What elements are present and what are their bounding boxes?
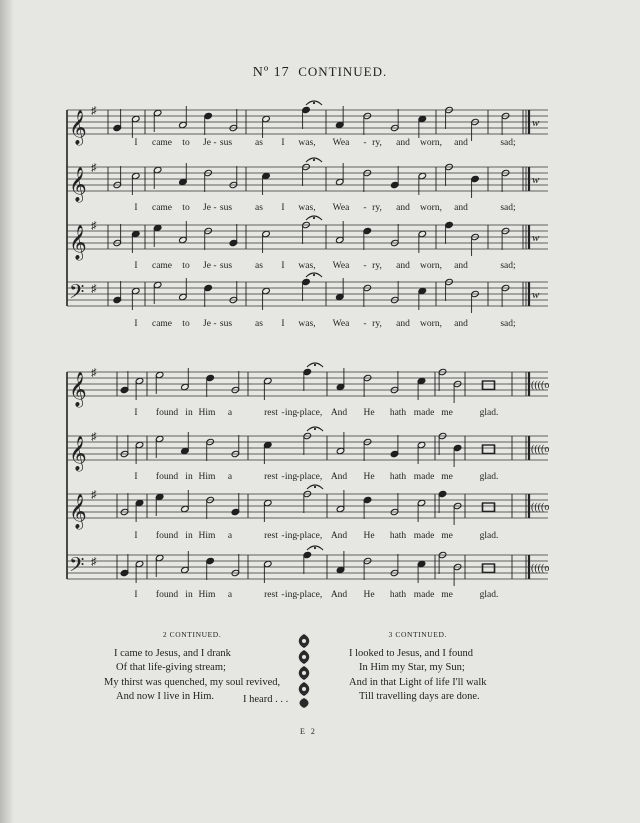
lyric-syllable: I [281,138,285,148]
lyric-line [0,531,640,545]
lyric-syllable: me [441,590,453,600]
lyric-syllable: I [134,319,138,329]
lyric-line [0,590,640,604]
fermata-dot [313,102,315,104]
lyric-syllable: sus [219,261,233,271]
lyric-syllable: as [255,261,263,271]
continuation-mark: w [532,174,540,186]
lyric-syllable: made [413,472,435,482]
key-signature-sharp: ♯ [91,431,97,443]
key-signature-sharp: ♯ [91,489,97,501]
lyric-syllable: - [363,319,367,329]
lyric-syllable: hath [389,590,407,600]
key-signature-sharp: ♯ [91,105,97,117]
verse-3-line-2: In Him my Star, my Sun; [359,662,465,673]
treble-clef: 𝄞 [69,436,87,471]
verse-2-line-4: And now I live in Him. [116,691,214,702]
lyric-syllable: Wea [332,138,350,148]
lyric-syllable: I [281,203,285,213]
lyric-syllable: came [151,261,173,271]
lyric-syllable: came [151,203,173,213]
lyric-syllable: in [185,472,193,482]
lyric-syllable: - [213,261,217,271]
lyric-syllable: sad; [500,203,516,213]
lyric-syllable: place, [299,531,323,541]
verse-3 [349,628,487,705]
final-note [483,503,495,511]
lyric-syllable: sus [219,138,233,148]
lyric-syllable: me [441,472,453,482]
lyric-syllable: I [134,590,138,600]
lyric-syllable: Je [203,261,211,271]
lyric-syllable: Je [203,319,211,329]
verse-3-line-4: Till travelling days are done. [359,691,480,702]
lyric-syllable: as [255,203,263,213]
lyric-syllable: worn, [420,261,442,271]
lyric-syllable: - [281,590,285,600]
final-note [483,564,495,572]
lyric-syllable: place, [299,472,323,482]
lyric-syllable: - [363,203,367,213]
lyric-syllable: And [330,408,348,418]
lyric-syllable: hath [389,472,407,482]
verse-3-line-3: And in that Light of life I'll walk [349,676,487,688]
lyric-syllable: Je [203,203,211,213]
lyric-syllable: place, [299,408,323,418]
key-signature-sharp: ♯ [91,283,97,295]
continuation-mark: w [532,232,540,244]
lyric-syllable: came [151,319,173,329]
lyric-syllable: ing [284,531,298,541]
lyric-syllable: found [155,472,179,482]
lyric-line [0,408,640,422]
lyric-syllable: to [182,138,190,148]
verse-2-line-3: My thirst was quenched, my soul revived, [104,676,281,688]
treble-clef: 𝄞 [69,494,87,529]
lyric-syllable: glad. [479,408,499,418]
lyric-syllable: He [363,472,375,482]
lyric-syllable: in [185,590,193,600]
bass-clef: 𝄢 [69,280,85,308]
lyric-syllable: glad. [479,472,499,482]
lyric-syllable: Wea [332,319,350,329]
lyric-syllable: a [227,590,233,600]
verse-2-line-2: Of that life-giving stream; [116,662,226,673]
lyric-syllable: - [213,319,217,329]
lyric-syllable: Him [198,472,216,482]
lyric-syllable: ry, [372,203,382,213]
lyric-syllable: a [227,408,233,418]
fermata-dot [314,428,316,430]
printer-signature: E 2 [300,727,317,736]
lyric-syllable: and [396,319,410,329]
lyric-syllable: hath [389,408,407,418]
coda-ornament: ((((o [531,563,550,574]
verse-2-line-1: I came to Jesus, and I drank [114,647,231,659]
lyric-syllable: I [281,261,285,271]
lyric-syllable: found [155,590,179,600]
fermata-dot [314,486,316,488]
lyric-syllable: in [185,531,193,541]
lyric-syllable: worn, [420,319,442,329]
final-note [483,445,495,453]
lyric-line [0,138,640,152]
lyric-syllable: rest [264,590,278,600]
lyric-syllable: Je [203,138,211,148]
lyric-syllable: in [185,408,193,418]
lyric-syllable: me [441,531,453,541]
lyric-syllable: And [330,531,348,541]
lyric-syllable: and [454,319,468,329]
key-signature-sharp: ♯ [91,367,97,379]
hymn-number: Nº 17 [252,65,290,80]
lyric-syllable: worn, [420,203,442,213]
fermata-dot [313,217,315,219]
lyric-syllable: sad; [500,138,516,148]
lyric-line [0,261,640,275]
lyric-syllable: I [134,261,138,271]
lyric-syllable: I [134,408,138,418]
lyric-syllable: to [182,319,190,329]
lyric-syllable: Him [198,408,216,418]
lyric-syllable: - [296,531,300,541]
lyric-syllable: made [413,408,435,418]
lyric-syllable: a [227,472,233,482]
lyric-syllable: He [363,531,375,541]
bass-clef: 𝄢 [69,553,85,581]
lyric-syllable: - [213,203,217,213]
lyric-syllable: came [151,138,173,148]
verse-3-line-1: I looked to Jesus, and I found [349,647,473,659]
lyric-syllable: sus [219,319,233,329]
treble-clef: 𝄞 [69,225,87,260]
lyric-syllable: a [227,531,233,541]
lyric-syllable: And [330,590,348,600]
lyric-syllable: I [134,203,138,213]
lyric-syllable: Him [198,531,216,541]
lyric-syllable: I [134,472,138,482]
fermata-dot [314,547,316,549]
lyric-syllable: - [296,472,300,482]
lyric-syllable: ry, [372,319,382,329]
lyric-syllable: - [281,472,285,482]
lyric-syllable: ing [284,590,298,600]
lyric-syllable: I [281,319,285,329]
lyric-syllable: glad. [479,590,499,600]
refrain-cue: I heard . . . [243,694,289,705]
lyric-syllable: to [182,203,190,213]
lyric-syllable: made [413,531,435,541]
lyric-syllable: sad; [500,261,516,271]
key-signature-sharp: ♯ [91,220,97,232]
fermata-dot [314,364,316,366]
lyric-syllable: - [213,138,217,148]
final-note [483,381,495,389]
treble-clef: 𝄞 [69,167,87,202]
lyric-syllable: He [363,590,375,600]
lyric-syllable: and [396,261,410,271]
verse-2-heading: 2 CONTINUED. [162,630,222,639]
lyric-syllable: rest [264,408,278,418]
key-signature-sharp: ♯ [91,162,97,174]
ornament-divider [293,632,315,715]
lyric-syllable: was, [298,319,316,329]
lyric-syllable: sus [219,203,233,213]
lyric-line [0,319,640,333]
lyric-syllable: And [330,472,348,482]
lyric-syllable: place, [299,590,323,600]
lyric-syllable: to [182,261,190,271]
lyric-syllable: and [396,138,410,148]
lyric-syllable: rest [264,472,278,482]
lyric-syllable: - [281,531,285,541]
lyric-syllable: - [363,261,367,271]
key-signature-sharp: ♯ [91,556,97,568]
lyric-syllable: Wea [332,203,350,213]
lyric-syllable: I [134,138,138,148]
lyric-syllable: hath [389,531,407,541]
lyric-syllable: He [363,408,375,418]
treble-clef: 𝄞 [69,372,87,407]
lyric-syllable: was, [298,138,316,148]
lyric-syllable: and [454,203,468,213]
lyric-syllable: - [363,138,367,148]
lyric-syllable: ry, [372,138,382,148]
coda-ornament: ((((o [531,444,550,455]
continuation-mark: w [532,117,540,129]
lyric-syllable: - [281,408,285,418]
coda-ornament: ((((o [531,380,550,391]
lyric-syllable: ing [284,472,298,482]
verse-3-heading: 3 CONTINUED. [388,630,447,639]
lyric-syllable: and [396,203,410,213]
coda-ornament: ((((o [531,502,550,513]
lyric-syllable: found [155,408,179,418]
lyric-line [0,472,640,486]
lyric-syllable: rest [264,531,278,541]
lyric-syllable: - [296,590,300,600]
lyric-syllable: and [454,261,468,271]
heading-title: CONTINUED. [298,64,388,79]
lyric-syllable: made [413,590,435,600]
lyric-syllable: was, [298,203,316,213]
lyric-syllable: me [441,408,453,418]
fermata-dot [313,159,315,161]
lyric-syllable: glad. [479,531,499,541]
lyric-syllable: worn, [420,138,442,148]
lyric-syllable: ry, [372,261,382,271]
lyric-syllable: as [255,319,263,329]
lyric-syllable: as [255,138,263,148]
lyric-syllable: sad; [500,319,516,329]
treble-clef: 𝄞 [69,110,87,145]
lyric-syllable: and [454,138,468,148]
lyric-line [0,203,640,217]
lyric-syllable: Him [198,590,216,600]
lyric-syllable: ing [284,408,298,418]
continuation-mark: w [532,289,540,301]
lyric-syllable: I [134,531,138,541]
lyric-syllable: was, [298,261,316,271]
lyric-syllable: found [155,531,179,541]
lyric-syllable: - [296,408,300,418]
lyric-syllable: Wea [332,261,350,271]
